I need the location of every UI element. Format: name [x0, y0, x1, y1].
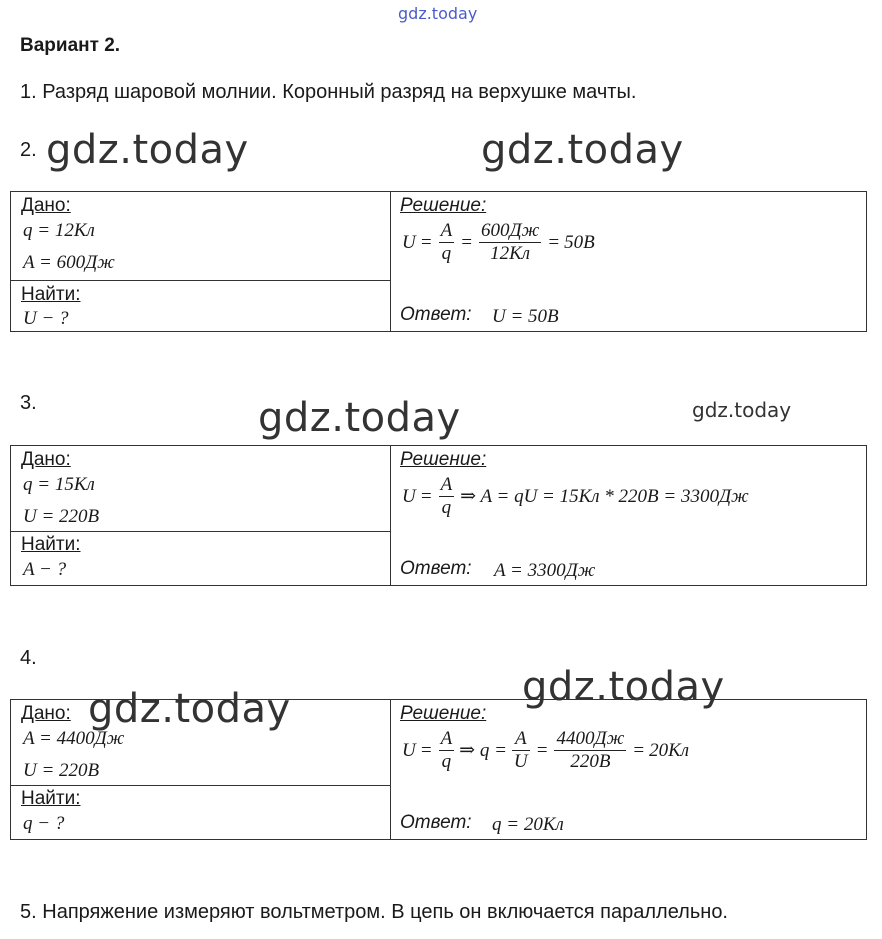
answer-value: q = 20Кл — [492, 814, 564, 835]
fraction: $\frac{A}{q}$ — [440, 728, 453, 772]
answer-label: Ответ: — [400, 812, 472, 833]
item-number: 2. — [20, 139, 37, 161]
watermark: gdz.today — [481, 127, 684, 173]
watermark: gdz.today — [88, 686, 291, 732]
divider — [11, 280, 390, 281]
fraction: $\frac{A}{q}$ — [440, 474, 453, 518]
given-value: A = 4400Дж — [23, 728, 125, 749]
given-value: q = 15Кл — [23, 474, 95, 495]
answer-value: U = 50B — [492, 306, 559, 327]
find-label: Найти: — [21, 534, 81, 555]
given-value: q = 12Кл — [23, 220, 95, 241]
find-label: Найти: — [21, 788, 81, 809]
watermark: gdz.today — [258, 395, 461, 441]
page-title: Вариант 2. — [20, 35, 121, 56]
watermark-top: gdz.today — [398, 4, 478, 23]
solution-label: Решение: — [400, 449, 487, 470]
item-text: Напряжение измеряют вольтметром. В цепь он включается параллельно. — [42, 901, 728, 923]
fraction: $\frac{A}{q}$ — [440, 220, 453, 264]
watermark: gdz.today — [46, 127, 249, 173]
item-5 — [20, 901, 728, 924]
fraction: $\frac{4400Дж}{220B}$ — [556, 728, 625, 772]
item-number: 4. — [20, 647, 37, 669]
given-column — [11, 446, 391, 585]
item-1 — [20, 81, 636, 104]
solution-formula: U = $\frac{A}{q}$ ⇒ A = qU = 15Кл * 220B = 3300Дж — [402, 474, 749, 518]
given-label: Дано: — [21, 449, 71, 470]
item-text: Разряд шаровой молнии. Коронный разряд на верхушке мачты. — [42, 81, 637, 103]
given-value: A = 600Дж — [23, 252, 115, 273]
find-label: Найти: — [21, 284, 81, 305]
watermark: gdz.today — [692, 398, 792, 422]
solution-label: Решение: — [400, 195, 487, 216]
divider — [11, 785, 390, 786]
divider — [11, 531, 390, 532]
solution-formula: U = $\frac{A}{q}$ = $\frac{600Дж}{12Кл}$ = 50B — [402, 220, 595, 264]
solution-formula: U = $\frac{A}{q}$ ⇒ q = $\frac{A}{U}$ = $\frac{4400Дж}{220B}$ = 20Кл — [402, 728, 689, 772]
given-value: U = 220B — [23, 506, 100, 527]
answer-label: Ответ: — [400, 558, 472, 579]
answer-label: Ответ: — [400, 304, 472, 325]
watermark: gdz.today — [522, 664, 725, 710]
given-value: U = 220B — [23, 760, 100, 781]
fraction: $\frac{A}{U}$ — [513, 728, 528, 772]
given-label: Дано: — [21, 703, 71, 724]
given-label: Дано: — [21, 195, 71, 216]
task-table-3 — [10, 445, 867, 586]
find-value: q − ? — [23, 813, 65, 834]
fraction: $\frac{600Дж}{12Кл}$ — [481, 220, 540, 264]
find-value: A − ? — [23, 559, 67, 580]
item-number: 1. — [20, 81, 37, 103]
item-number: 5. — [20, 901, 37, 923]
given-column — [11, 192, 391, 331]
solution-label: Решение: — [400, 703, 487, 724]
item-number: 3. — [20, 392, 37, 414]
task-table-2 — [10, 191, 867, 332]
answer-value: A = 3300Дж — [494, 560, 596, 581]
find-value: U − ? — [23, 308, 69, 329]
